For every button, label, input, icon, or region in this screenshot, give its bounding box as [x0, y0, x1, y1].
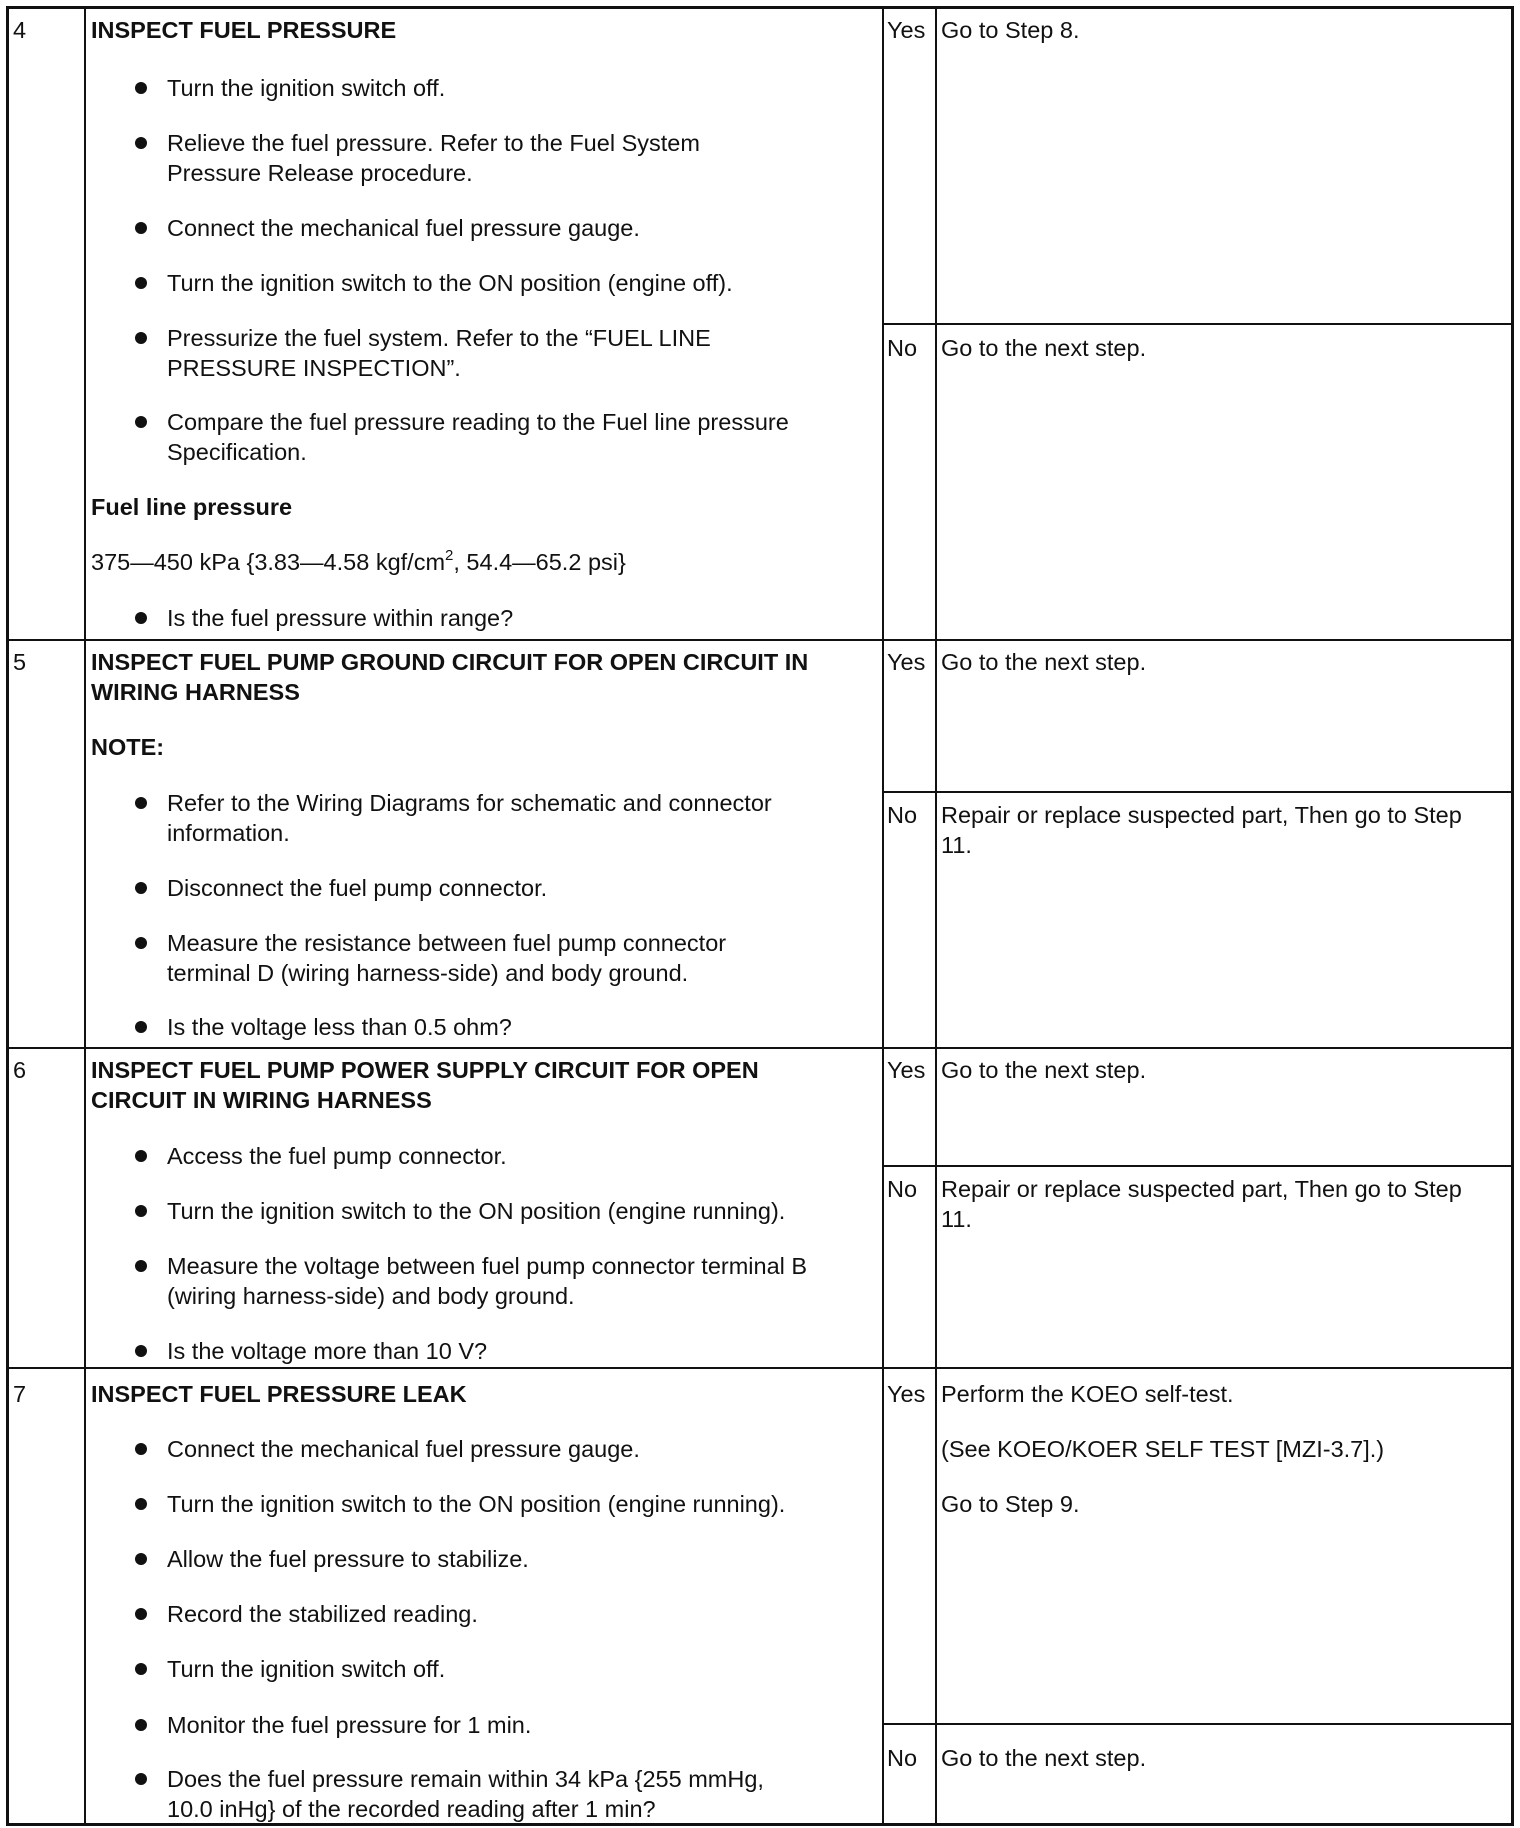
instruction-text: Disconnect the fuel pump connector.: [167, 875, 548, 901]
no-action: 11.: [941, 832, 972, 858]
bullet-icon: [135, 82, 147, 94]
step-heading: INSPECT FUEL PUMP GROUND CIRCUIT FOR OPEN CIRCUIT IN: [91, 649, 809, 675]
no-action: Repair or replace suspected part, Then go to Step: [941, 1176, 1462, 1202]
diagnostic-procedure-table: [6, 6, 1514, 1826]
step-number: 7: [13, 1381, 27, 1407]
bullet-icon: [135, 1498, 147, 1510]
instruction-text: information.: [167, 820, 290, 846]
yes-action: (See KOEO/KOER SELF TEST [MZI-3.7].): [941, 1436, 1385, 1462]
bullet-icon: [135, 1773, 147, 1785]
step-heading: WIRING HARNESS: [91, 679, 300, 705]
instruction-text: Specification.: [167, 439, 307, 465]
step-number: 5: [13, 649, 27, 675]
yes-no-divider: [882, 323, 1511, 325]
spec-value: 375—450 kPa {3.83—4.58 kgf/$cm^2$, 54.4—65.2 psi}: [91, 547, 626, 575]
row-divider: [9, 1047, 1511, 1049]
question-text: 10.0 inHg} of the recorded reading after 1 min?: [167, 1796, 656, 1822]
note-label: NOTE:: [91, 734, 165, 760]
question-text: Is the voltage more than 10 V?: [167, 1338, 488, 1364]
instruction-text: Record the stabilized reading.: [167, 1601, 478, 1627]
bullet-icon: [135, 277, 147, 289]
yes-no-divider: [882, 1165, 1511, 1167]
bullet-icon: [135, 1345, 147, 1357]
instruction-text: Pressure Release procedure.: [167, 160, 473, 186]
yes-action: Perform the KOEO self-test.: [941, 1381, 1234, 1407]
bullet-icon: [135, 1150, 147, 1162]
column-divider: [935, 9, 937, 1823]
bullet-icon: [135, 882, 147, 894]
instruction-text: terminal D (wiring harness-side) and body ground.: [167, 960, 689, 986]
bullet-icon: [135, 222, 147, 234]
yes-label: Yes: [887, 1381, 926, 1407]
yes-no-divider: [882, 791, 1511, 793]
spec-label: Fuel line pressure: [91, 494, 293, 520]
step-heading: INSPECT FUEL PRESSURE LEAK: [91, 1381, 467, 1407]
instruction-text: Compare the fuel pressure reading to the Fuel line pressure: [167, 409, 789, 435]
instruction-text: Turn the ignition switch off.: [167, 1656, 446, 1682]
no-label: No: [887, 1176, 918, 1202]
no-action: Repair or replace suspected part, Then go to Step: [941, 802, 1462, 828]
instruction-text: Measure the resistance between fuel pump connector: [167, 930, 727, 956]
instruction-text: Turn the ignition switch off.: [167, 75, 446, 101]
column-divider: [882, 9, 884, 1823]
yes-action: Go to the next step.: [941, 1057, 1147, 1083]
instruction-text: Relieve the fuel pressure. Refer to the Fuel System: [167, 130, 700, 156]
row-divider: [9, 1367, 1511, 1369]
step-number: 6: [13, 1057, 27, 1083]
instruction-text: Allow the fuel pressure to stabilize.: [167, 1546, 529, 1572]
bullet-icon: [135, 797, 147, 809]
step-heading: INSPECT FUEL PRESSURE: [91, 17, 397, 43]
no-label: No: [887, 802, 918, 828]
bullet-icon: [135, 1608, 147, 1620]
bullet-icon: [135, 1021, 147, 1033]
instruction-text: (wiring harness-side) and body ground.: [167, 1283, 575, 1309]
instruction-text: Pressurize the fuel system. Refer to the “FUEL LINE: [167, 325, 711, 351]
instruction-text: Turn the ignition switch to the ON position (engine running).: [167, 1491, 786, 1517]
yes-label: Yes: [887, 649, 926, 675]
instruction-text: Turn the ignition switch to the ON position (engine running).: [167, 1198, 786, 1224]
bullet-icon: [135, 1443, 147, 1455]
column-divider: [84, 9, 86, 1823]
yes-no-divider: [882, 1723, 1511, 1725]
no-action: Go to the next step.: [941, 1745, 1147, 1771]
yes-label: Yes: [887, 17, 926, 43]
bullet-icon: [135, 137, 147, 149]
question-text: Does the fuel pressure remain within 34 kPa {255 mmHg,: [167, 1766, 764, 1792]
step-heading: INSPECT FUEL PUMP POWER SUPPLY CIRCUIT FOR OPEN: [91, 1057, 759, 1083]
bullet-icon: [135, 1260, 147, 1272]
instruction-text: Turn the ignition switch to the ON position (engine off).: [167, 270, 733, 296]
question-text: Is the voltage less than 0.5 ohm?: [167, 1014, 512, 1040]
bullet-icon: [135, 937, 147, 949]
no-label: No: [887, 1745, 918, 1771]
step-heading: CIRCUIT IN WIRING HARNESS: [91, 1087, 432, 1113]
no-label: No: [887, 335, 918, 361]
step-number: 4: [13, 17, 27, 43]
instruction-text: Measure the voltage between fuel pump connector terminal B: [167, 1253, 808, 1279]
bullet-icon: [135, 416, 147, 428]
bullet-icon: [135, 1553, 147, 1565]
no-action: 11.: [941, 1206, 972, 1232]
row-divider: [9, 639, 1511, 641]
instruction-text: Connect the mechanical fuel pressure gauge.: [167, 215, 640, 241]
yes-action: Go to Step 9.: [941, 1491, 1080, 1517]
bullet-icon: [135, 1719, 147, 1731]
bullet-icon: [135, 612, 147, 624]
instruction-text: Access the fuel pump connector.: [167, 1143, 507, 1169]
no-action: Go to the next step.: [941, 335, 1147, 361]
yes-action: Go to Step 8.: [941, 17, 1080, 43]
yes-label: Yes: [887, 1057, 926, 1083]
instruction-text: Monitor the fuel pressure for 1 min.: [167, 1712, 532, 1738]
bullet-icon: [135, 1205, 147, 1217]
instruction-text: PRESSURE INSPECTION”.: [167, 355, 461, 381]
bullet-icon: [135, 1663, 147, 1675]
instruction-text: Connect the mechanical fuel pressure gauge.: [167, 1436, 640, 1462]
yes-action: Go to the next step.: [941, 649, 1147, 675]
instruction-text: Refer to the Wiring Diagrams for schematic and connector: [167, 790, 772, 816]
question-text: Is the fuel pressure within range?: [167, 605, 514, 631]
bullet-icon: [135, 332, 147, 344]
